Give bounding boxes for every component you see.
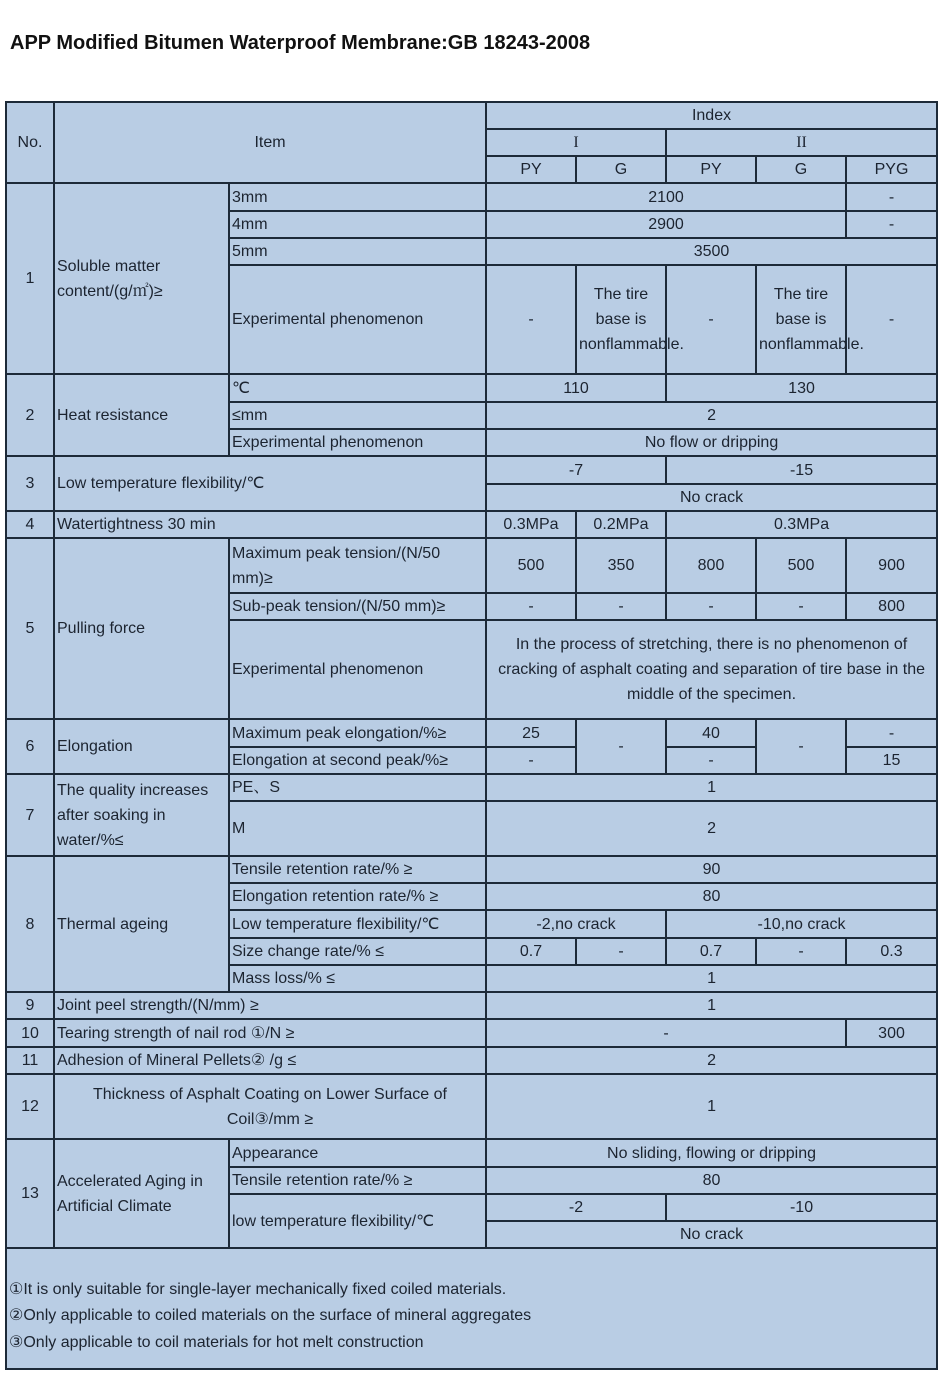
sub-item: Maximum peak elongation/%≥: [229, 719, 486, 747]
row-no: 13: [6, 1139, 54, 1248]
sub-item: Maximum peak tension/(N/50 mm)≥: [229, 538, 486, 593]
cell: 2: [486, 801, 937, 856]
cell: 2900: [486, 211, 846, 238]
cell: 1: [486, 774, 937, 801]
item-label: Thickness of Asphalt Coating on Lower Surface of Coil③/mm ≥: [54, 1074, 486, 1139]
sub-item: Tensile retention rate/% ≥: [229, 1167, 486, 1194]
cell: 0.2MPa: [576, 511, 666, 538]
cell: 25: [486, 719, 576, 747]
cell: -: [666, 747, 756, 774]
header-grade-2: II: [666, 129, 937, 156]
item-label: Accelerated Aging in Artificial Climate: [54, 1139, 229, 1248]
cell: -: [846, 183, 937, 211]
item-label: Joint peel strength/(N/mm) ≥: [54, 992, 486, 1019]
row-no: 2: [6, 374, 54, 456]
footnote: ①It is only suitable for single-layer mechanically fixed coiled materials.: [9, 1280, 507, 1298]
cell: 0.7: [666, 938, 756, 965]
cell: 300: [846, 1019, 937, 1047]
sub-item: Experimental phenomenon: [229, 620, 486, 719]
cell: -: [756, 719, 846, 774]
cell: 40: [666, 719, 756, 747]
footnote: ②Only applicable to coiled materials on the surface of mineral aggregates: [9, 1307, 532, 1325]
cell: 1: [486, 1074, 937, 1139]
cell: -: [846, 265, 937, 374]
cell: 15: [846, 747, 937, 774]
cell: -: [846, 719, 937, 747]
row-no: 6: [6, 719, 54, 774]
cell: -: [576, 719, 666, 774]
cell: 3500: [486, 238, 937, 265]
sub-item: Mass loss/% ≤: [229, 965, 486, 992]
cell: The tire base is nonflammable.: [756, 265, 846, 374]
sub-item: Low temperature flexibility/℃: [229, 910, 486, 938]
sub-item: Elongation retention rate/% ≥: [229, 883, 486, 910]
row-no: 1: [6, 183, 54, 374]
cell: -: [486, 593, 576, 620]
sub-item: Sub-peak tension/(N/50 mm)≥: [229, 593, 486, 620]
cell: 1: [486, 992, 937, 1019]
cell: -: [486, 1019, 846, 1047]
cell: 0.3MPa: [486, 511, 576, 538]
row-no: 12: [6, 1074, 54, 1139]
cell: The tire base is nonflammable.: [576, 265, 666, 374]
cell: 0.7: [486, 938, 576, 965]
cell: 500: [486, 538, 576, 593]
row-no: 9: [6, 992, 54, 1019]
header-item: Item: [54, 102, 486, 183]
cell: 800: [666, 538, 756, 593]
cell: -: [756, 938, 846, 965]
sub-item: Elongation at second peak/%≥: [229, 747, 486, 774]
row-no: 7: [6, 774, 54, 856]
header-grade-1: I: [486, 129, 666, 156]
sub-item: Appearance: [229, 1139, 486, 1167]
cell: No flow or dripping: [486, 429, 937, 456]
item-label: Pulling force: [54, 538, 229, 719]
cell: -2,no crack: [486, 910, 666, 938]
item-label: Tearing strength of nail rod ①/N ≥: [54, 1019, 486, 1047]
cell: 500: [756, 538, 846, 593]
spec-table: [5, 101, 938, 1370]
cell: 90: [486, 856, 937, 883]
row-no: 3: [6, 456, 54, 511]
item-label: The quality increases after soaking in water/%≤: [54, 774, 229, 856]
header-col: PY: [666, 156, 756, 183]
cell: -10,no crack: [666, 910, 937, 938]
header-col: PYG: [846, 156, 937, 183]
cell: No crack: [486, 1221, 937, 1248]
cell: 2: [486, 402, 937, 429]
sub-item: Experimental phenomenon: [229, 265, 486, 374]
cell: 350: [576, 538, 666, 593]
sub-item: PE、S: [229, 774, 486, 801]
footnotes: [6, 1248, 937, 1369]
item-label: Low temperature flexibility/℃: [54, 456, 486, 511]
sub-item: Size change rate/% ≤: [229, 938, 486, 965]
cell: -: [756, 593, 846, 620]
cell: -: [486, 747, 576, 774]
cell: 0.3MPa: [666, 511, 937, 538]
document-title: APP Modified Bitumen Waterproof Membrane:GB 18243-2008: [10, 32, 591, 54]
cell: In the process of stretching, there is no phenomenon of cracking of asphalt coating and separation of tire base in the middle of the specimen.: [486, 620, 937, 719]
item-label: Adhesion of Mineral Pellets② /g ≤: [54, 1047, 486, 1074]
sub-item: ℃: [229, 374, 486, 402]
sub-item: 3mm: [229, 183, 486, 211]
cell: 2100: [486, 183, 846, 211]
cell: -2: [486, 1194, 666, 1221]
header-col: G: [576, 156, 666, 183]
row-no: 8: [6, 856, 54, 992]
cell: 900: [846, 538, 937, 593]
item-label: Heat resistance: [54, 374, 229, 456]
sub-item: Experimental phenomenon: [229, 429, 486, 456]
row-no: 4: [6, 511, 54, 538]
row-no: 10: [6, 1019, 54, 1047]
cell: -: [666, 265, 756, 374]
header-col: PY: [486, 156, 576, 183]
cell: -15: [666, 456, 937, 484]
cell: 130: [666, 374, 937, 402]
sub-item: M: [229, 801, 486, 856]
item-label: Thermal ageing: [54, 856, 229, 992]
sub-item: 5mm: [229, 238, 486, 265]
cell: 800: [846, 593, 937, 620]
sub-item: ≤mm: [229, 402, 486, 429]
header-col: G: [756, 156, 846, 183]
sub-item: Tensile retention rate/% ≥: [229, 856, 486, 883]
header-index: Index: [486, 102, 937, 129]
cell: 80: [486, 883, 937, 910]
cell: -7: [486, 456, 666, 484]
item-label: Elongation: [54, 719, 229, 774]
sub-item: low temperature flexibility/℃: [229, 1194, 486, 1248]
cell: 80: [486, 1167, 937, 1194]
cell: -: [846, 211, 937, 238]
row-no: 5: [6, 538, 54, 719]
item-label: Soluble matter content/(g/㎡)≥: [54, 183, 229, 374]
cell: 0.3: [846, 938, 937, 965]
cell: -: [576, 593, 666, 620]
cell: No sliding, flowing or dripping: [486, 1139, 937, 1167]
header-no: No.: [6, 102, 54, 183]
row-no: 11: [6, 1047, 54, 1074]
cell: -: [486, 265, 576, 374]
cell: 110: [486, 374, 666, 402]
sub-item: 4mm: [229, 211, 486, 238]
cell: 2: [486, 1047, 937, 1074]
cell: -10: [666, 1194, 937, 1221]
item-label: Watertightness 30 min: [54, 511, 486, 538]
footnote: ③Only applicable to coil materials for hot melt construction: [9, 1333, 424, 1351]
cell: 1: [486, 965, 937, 992]
cell: -: [666, 593, 756, 620]
cell: -: [576, 938, 666, 965]
cell: No crack: [486, 484, 937, 511]
